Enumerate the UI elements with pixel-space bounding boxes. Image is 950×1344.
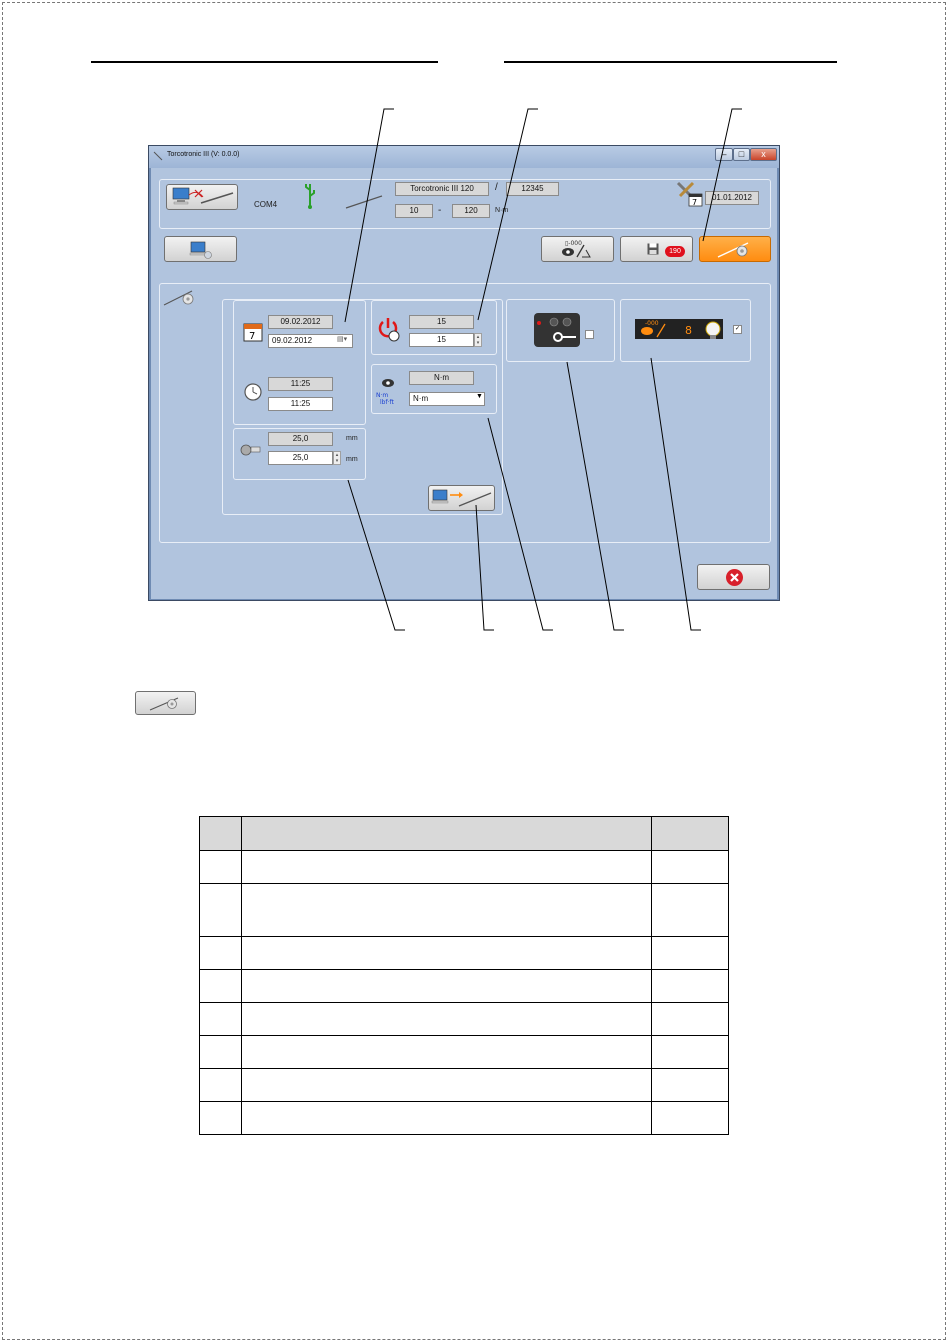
model-field: Torcotronic III 120	[395, 182, 489, 196]
table-row	[200, 884, 729, 937]
header-cell-reference	[652, 817, 729, 851]
window-title: Torcotronic III (V: 0.0.0)	[167, 151, 240, 158]
wrench-gear-icon	[136, 692, 195, 714]
auto-off-current-field: 15	[409, 315, 474, 329]
memory-count-badge: 190	[665, 246, 685, 257]
cell-reference	[652, 970, 729, 1003]
time-current-field: 11:25	[268, 377, 333, 391]
svg-text:▯-000: ▯-000	[565, 240, 582, 247]
svg-text:7: 7	[249, 331, 256, 342]
cell-number	[200, 851, 242, 884]
minimize-button[interactable]: –	[715, 148, 733, 161]
cell-description	[241, 970, 651, 1003]
com-port-label: COM4	[254, 200, 278, 209]
cell-reference	[652, 1003, 729, 1036]
cell-number	[200, 937, 242, 970]
cell-number	[200, 1003, 242, 1036]
table-row	[200, 1003, 729, 1036]
time-input[interactable]: 11:25	[268, 397, 333, 411]
cell-number	[200, 884, 242, 937]
svg-text:N·m: N·m	[376, 392, 389, 399]
table-header-row	[200, 817, 729, 851]
auto-off-spinner[interactable]: ▴ ▾	[474, 333, 482, 347]
cell-number	[200, 970, 242, 1003]
callout-display-light	[651, 358, 701, 630]
unit-current-field: N·m	[409, 371, 474, 385]
callout-send-button	[476, 505, 494, 630]
cell-number	[200, 1069, 242, 1102]
model-serial-separator: /	[495, 182, 498, 193]
callout-auto-off	[478, 109, 538, 320]
date-current-field: 09.02.2012	[268, 315, 333, 329]
table-row	[200, 1036, 729, 1069]
cell-reference	[652, 937, 729, 970]
svg-text:7: 7	[692, 198, 698, 207]
callout-length	[348, 480, 405, 630]
callout-date-time	[345, 109, 394, 322]
unit-dropdown-arrow[interactable]: ▼	[476, 393, 483, 400]
length-input[interactable]: 25,0	[268, 451, 333, 465]
table-row	[200, 1102, 729, 1135]
cell-description	[241, 937, 651, 970]
length-current-field: 25,0	[268, 432, 333, 446]
cell-reference	[652, 1069, 729, 1102]
range-max-field: 120	[452, 204, 490, 218]
backlight-checkbox[interactable]: ✓	[734, 326, 741, 332]
range-unit-label: N·m	[495, 207, 509, 214]
cell-description	[241, 884, 651, 937]
range-dash: -	[438, 205, 442, 216]
cell-number	[200, 1102, 242, 1135]
calibration-date-field: 01.01.2012	[705, 191, 759, 205]
length-unit-label-1: mm	[346, 435, 358, 442]
serial-field: 12345	[506, 182, 559, 196]
table-row	[200, 851, 729, 884]
close-window-button[interactable]: x	[750, 148, 777, 161]
cell-description	[241, 1036, 651, 1069]
cell-reference	[652, 851, 729, 884]
length-unit-label-2: mm	[346, 456, 358, 463]
cell-reference	[652, 1102, 729, 1135]
cell-reference	[652, 884, 729, 937]
description-table	[199, 816, 729, 1135]
table-row	[200, 970, 729, 1003]
callout-unit	[488, 418, 553, 630]
auto-off-input[interactable]: 15	[409, 333, 474, 347]
date-picker-button[interactable]: ▤▾	[337, 336, 348, 343]
header-cell-number	[200, 817, 242, 851]
cell-reference	[652, 1036, 729, 1069]
cell-description	[241, 851, 651, 884]
tool-settings-button-sample	[135, 691, 196, 715]
length-spinner[interactable]: ▴ ▾	[333, 451, 341, 465]
svg-text:-000: -000	[645, 320, 659, 327]
cell-description	[241, 1003, 651, 1036]
table-row	[200, 937, 729, 970]
table-row	[200, 1069, 729, 1102]
cell-description	[241, 1102, 651, 1135]
date-input[interactable]: 09.02.2012	[268, 334, 353, 348]
maximize-button[interactable]: □	[733, 148, 750, 161]
svg-text:8: 8	[685, 324, 692, 337]
svg-text:lbf·ft: lbf·ft	[380, 399, 394, 406]
range-min-field: 10	[395, 204, 433, 218]
unit-select[interactable]: N·m	[409, 392, 485, 406]
cell-description	[241, 1069, 651, 1102]
header-cell-description	[241, 817, 651, 851]
callout-tool-settings	[703, 109, 742, 241]
cell-number	[200, 1036, 242, 1069]
callout-key-lock	[567, 362, 624, 630]
